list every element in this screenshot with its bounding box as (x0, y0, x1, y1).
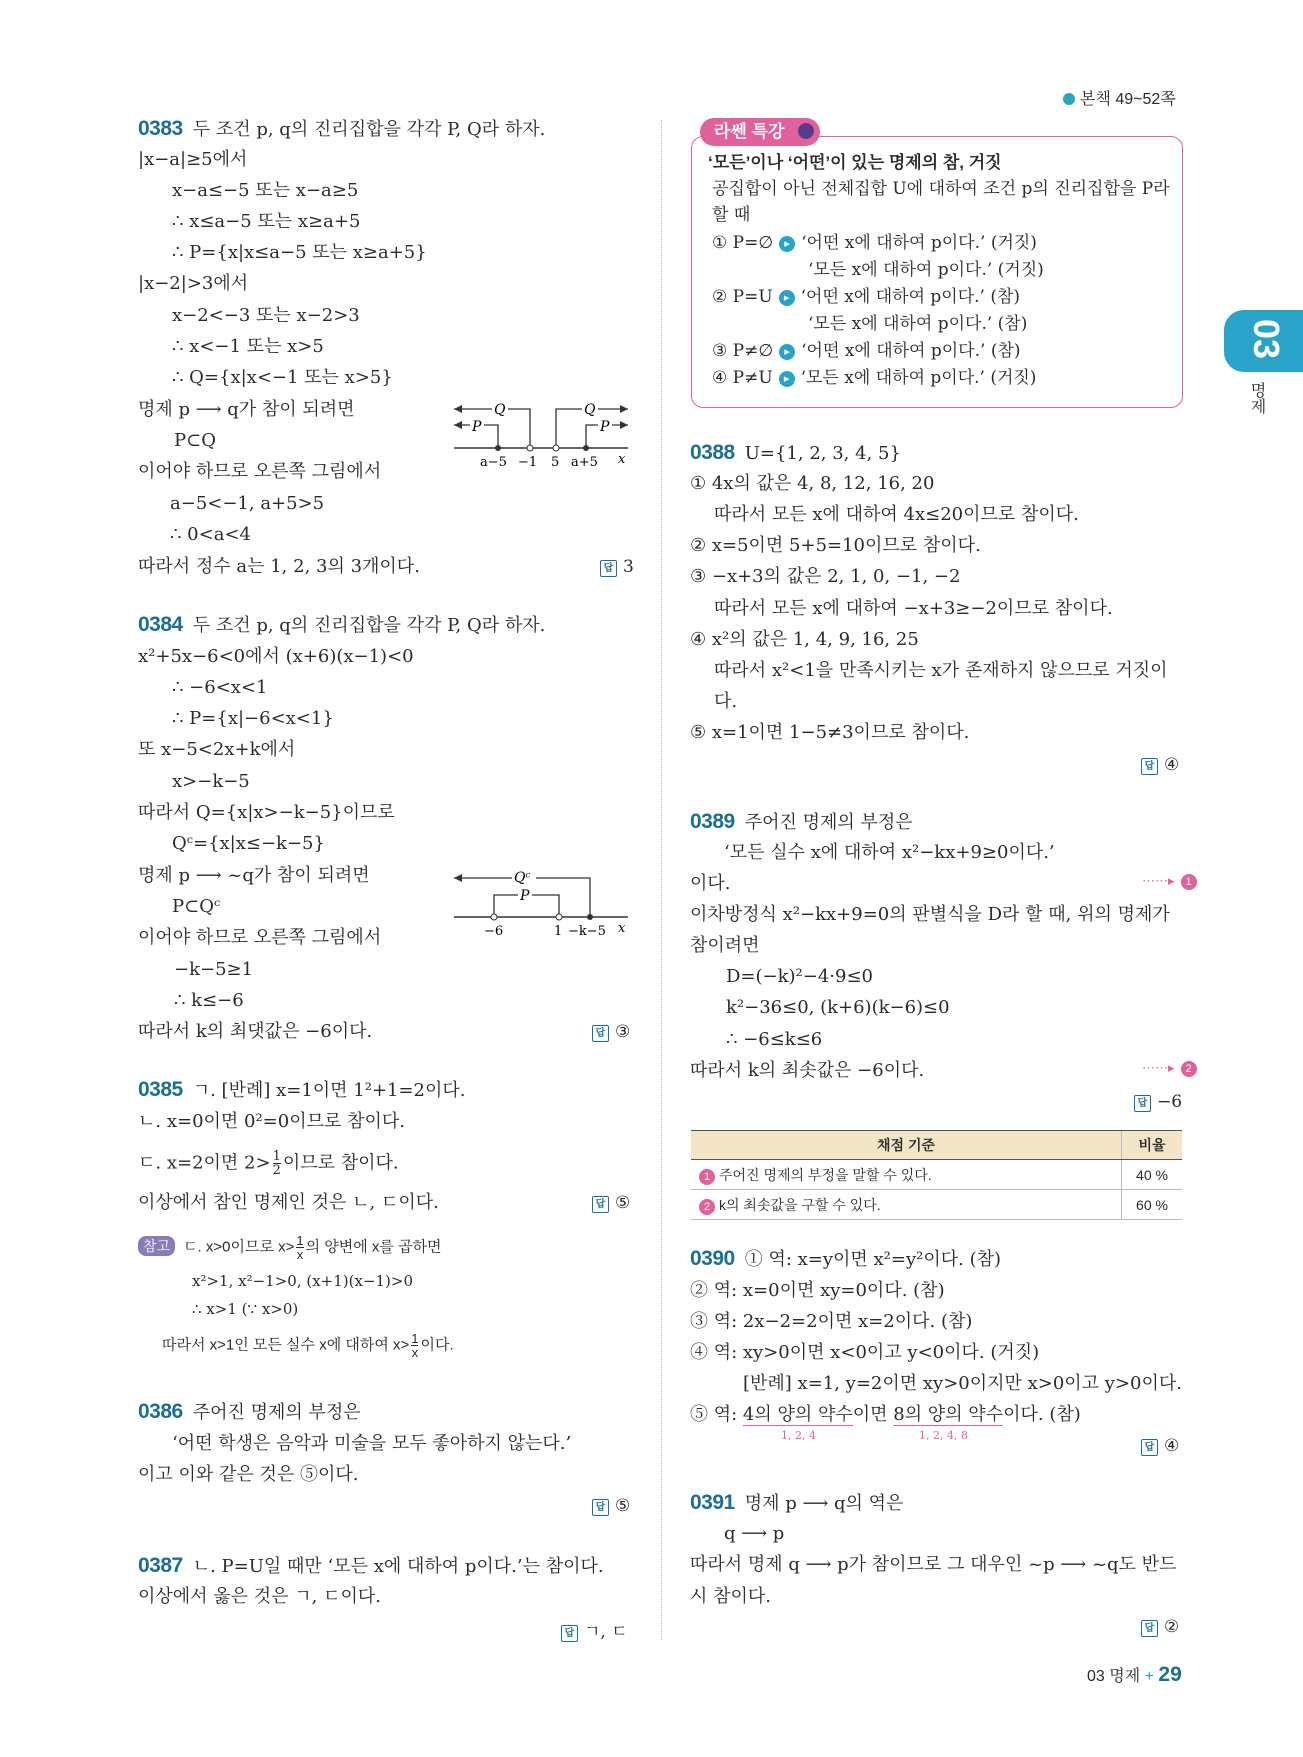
special-lecture-badge: 라쎈 특강 (700, 118, 820, 146)
problem-number: 0385 (138, 1078, 183, 1101)
problem-number: 0388 (690, 441, 735, 464)
svg-text:x: x (618, 921, 626, 936)
answer-icon: 답 (561, 1625, 578, 1642)
note-conclusion: 따라서 x>1인 모든 실수 x에 대하여 x> $\frac{1}{x}$ 이다. (162, 1331, 454, 1360)
table-row: 2 k의 최솟값을 구할 수 있다. 60 % (691, 1190, 1182, 1220)
problem-number: 0386 (138, 1400, 183, 1423)
problem-number: 0391 (690, 1491, 735, 1514)
answer-icon: 답 (592, 1196, 609, 1213)
answer-icon: 답 (592, 1025, 609, 1042)
svg-text:P: P (520, 888, 530, 904)
arrow-circle-icon: ▸ (779, 371, 795, 387)
arrow-circle-icon: ▸ (779, 290, 795, 306)
svg-text:P: P (472, 419, 482, 435)
box-item: ② P=U ▸ ‘어떤 x에 대하여 p이다.’ (참) (712, 287, 1021, 307)
svg-text:1: 1 (554, 924, 563, 939)
problem-number: 0387 (138, 1554, 183, 1577)
box-title: ‘모든’이나 ‘어떤’이 있는 명제의 참, 거짓 (708, 153, 1002, 172)
answer-0391: 답 ② (1141, 1617, 1179, 1637)
answer-0383: 답 3 (600, 557, 634, 577)
svg-text:Qᶜ: Qᶜ (514, 870, 531, 886)
svg-text:5: 5 (551, 455, 560, 470)
chapter-side-tab: 03 (1224, 310, 1303, 372)
converse-5: ⑤ 역: 4의 양의 약수이면 8의 양의 약수이다. (참) (690, 1404, 1081, 1425)
answer-0385: 답 ⑤ (592, 1193, 630, 1213)
svg-text:P: P (600, 419, 610, 435)
chapter-side-label: 명제 (1248, 382, 1265, 414)
svg-text:−6: −6 (484, 924, 504, 939)
step-marker-2: ⋯⋯▸ 2 (1142, 1061, 1197, 1077)
note-tag: 참고 (138, 1236, 175, 1256)
box-item: ① P=∅ ▸ ‘어떤 x에 대하여 p이다.’ (거짓) (712, 233, 1037, 253)
answer-icon: 답 (1141, 1439, 1158, 1456)
answer-0390: 답 ④ (1141, 1436, 1179, 1456)
grading-table (691, 1130, 1182, 1220)
number-line-0384 (450, 862, 635, 940)
table-header-row: 채점 기준 비율 (691, 1131, 1182, 1160)
table-row: 1 주어진 명제의 부정을 말할 수 있다. 40 % (691, 1160, 1182, 1190)
answer-0389: 답 −6 (1134, 1092, 1182, 1112)
page-number: 29 (1158, 1663, 1182, 1686)
answer-icon: 답 (1134, 1095, 1151, 1112)
answer-0384: 답 ③ (592, 1022, 630, 1042)
column-divider (661, 120, 662, 1640)
svg-text:Q: Q (494, 402, 506, 418)
pencil-icon (798, 123, 814, 139)
svg-text:x: x (618, 452, 626, 467)
arrow-circle-icon: ▸ (779, 344, 795, 360)
problem-number: 0384 (138, 613, 183, 636)
answer-icon: 답 (1141, 1620, 1158, 1637)
textbook-reference: 본책 49~52쪽 (1063, 86, 1176, 109)
fraction: $\frac{1}{2}$ (272, 1149, 281, 1178)
problem-number: 0390 (690, 1247, 735, 1270)
svg-text:a+5: a+5 (571, 455, 598, 470)
box-item: ④ P≠U ▸ ‘모든 x에 대하여 p이다.’ (거짓) (712, 368, 1037, 388)
note-reference: 참고 ㄷ. x>0이므로 x> $\frac{1}{x}$ 의 양변에 x를 곱하면 (138, 1234, 442, 1261)
reference-dot-icon (1063, 93, 1075, 105)
step-marker-1: ⋯⋯▸ 1 (1142, 874, 1197, 890)
problem-number: 0389 (690, 810, 735, 833)
answer-icon: 답 (600, 560, 617, 577)
svg-text:−k−5: −k−5 (568, 924, 606, 939)
answer-0386: 답 ⑤ (592, 1496, 630, 1516)
box-item: ③ P≠∅ ▸ ‘어떤 x에 대하여 p이다.’ (참) (712, 341, 1021, 361)
arrow-circle-icon: ▸ (779, 236, 795, 252)
number-line-0383 (450, 395, 635, 475)
answer-icon: 답 (592, 1499, 609, 1516)
answer-icon: 답 (1141, 758, 1158, 775)
problem-number: 0383 (138, 117, 183, 140)
answer-0388: 답 ④ (1141, 755, 1179, 775)
page-footer: 03 명제 + 29 (1087, 1663, 1182, 1686)
answer-0387: 답 ㄱ, ㄷ (561, 1617, 628, 1642)
svg-text:Q: Q (584, 402, 596, 418)
svg-text:−1: −1 (518, 455, 538, 470)
svg-text:a−5: a−5 (480, 455, 507, 470)
